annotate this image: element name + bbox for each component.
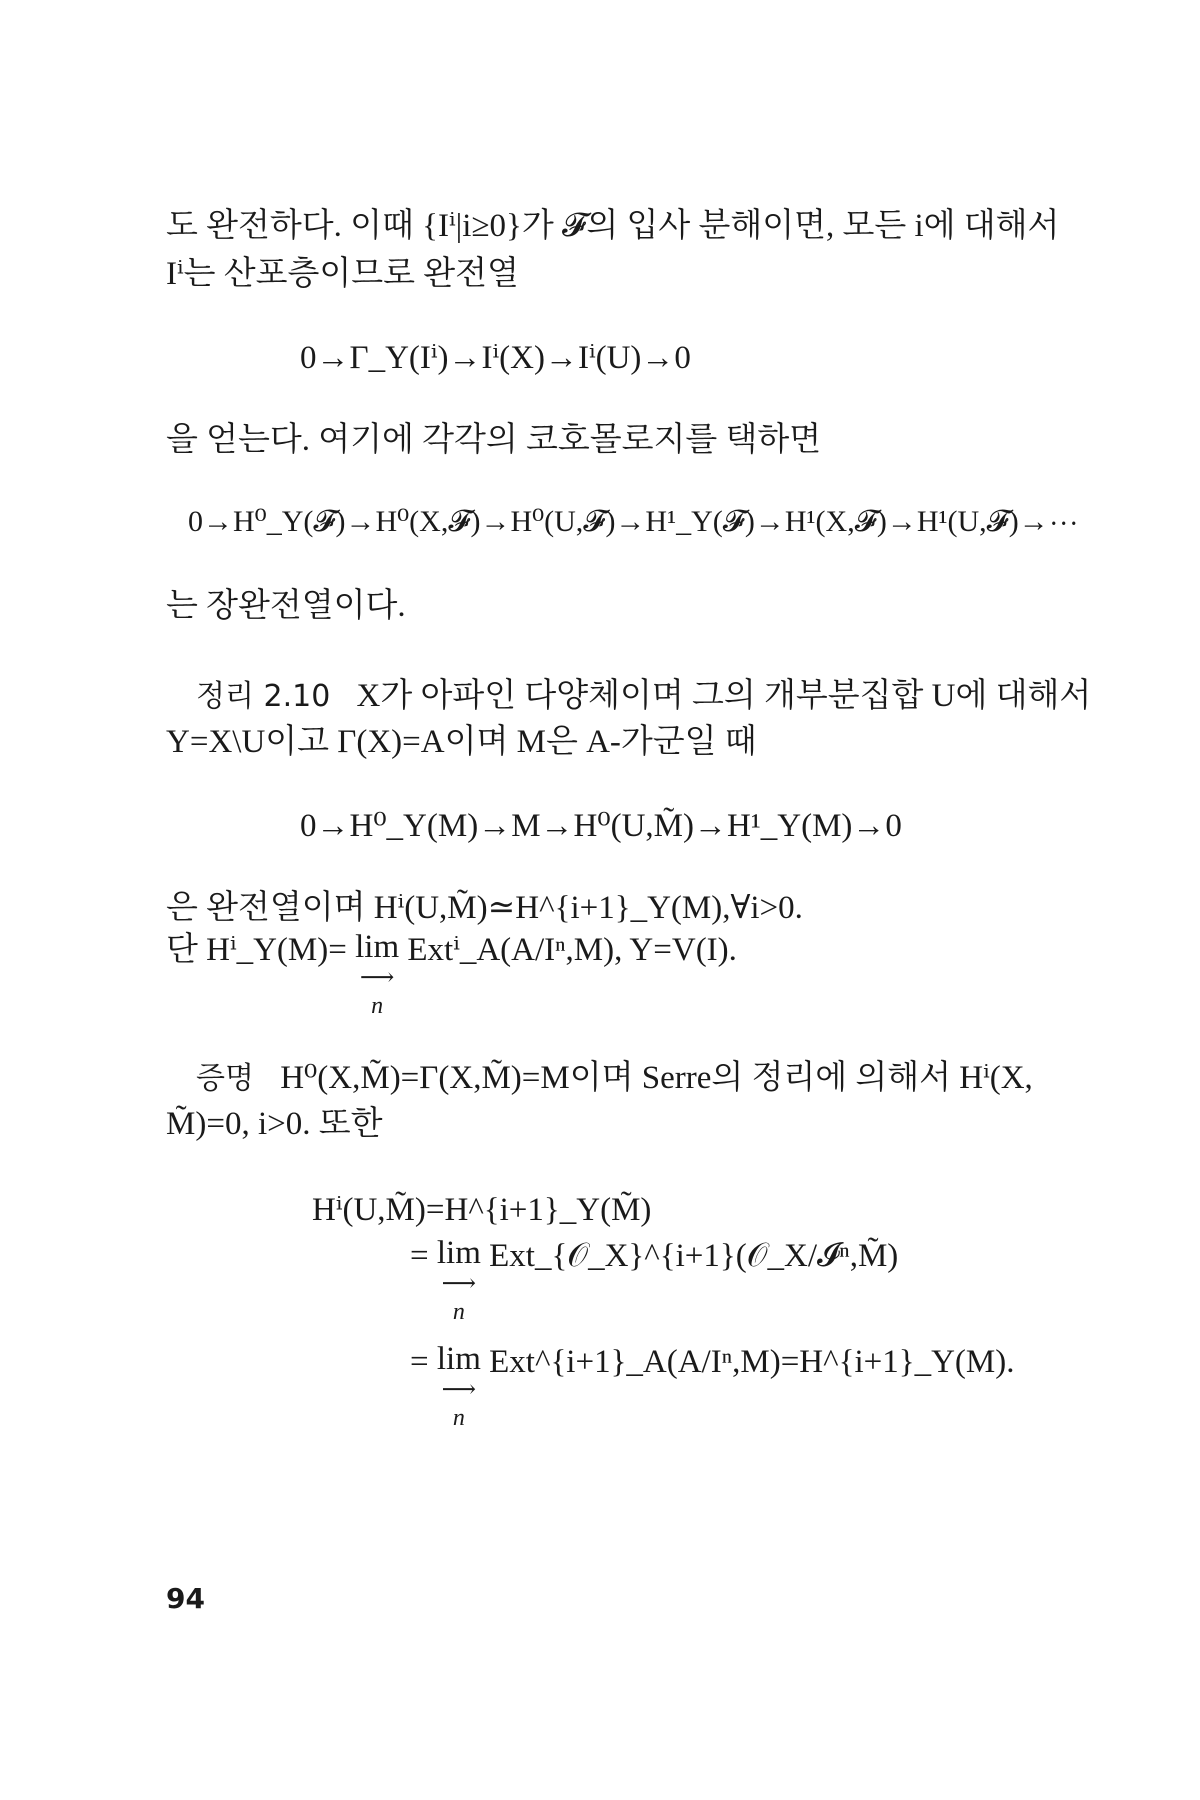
equation-line: Hⁱ(U,M̃)=H^{i+1}_Y(M̃) bbox=[312, 1192, 652, 1228]
lim-index: n bbox=[452, 1299, 465, 1325]
lim-arrow: ⟶ bbox=[441, 1377, 477, 1403]
paragraph-line bbox=[166, 930, 737, 1020]
lim-arrow: ⟶ bbox=[359, 965, 395, 991]
equation-long-exact-sequence: 0→H⁰_Y(𝓕)→H⁰(X,𝓕)→H⁰(U,𝓕)→H¹_Y(𝓕)→H¹(X,𝓕)→H¹(U,𝓕)→⋯ bbox=[188, 505, 1079, 538]
definition-suffix: Extⁱ_A(A/Iⁿ,M), Y=V(I). bbox=[407, 932, 737, 968]
equation-rhs: Ext^{i+1}_A(A/Iⁿ,M)=H^{i+1}_Y(M). bbox=[489, 1344, 1015, 1380]
equation-exact-sequence-1: 0→Γ_Y(Iⁱ)→Iⁱ(X)→Iⁱ(U)→0 bbox=[300, 340, 691, 376]
lim-index: n bbox=[371, 993, 384, 1019]
equation-rhs: Ext_{𝒪_X}^{i+1}(𝒪_X/𝓘ⁿ,M̃) bbox=[489, 1238, 899, 1274]
equals-sign: = bbox=[410, 1238, 429, 1274]
direct-limit bbox=[355, 930, 399, 1020]
lim-word: lim bbox=[436, 1341, 481, 1377]
page-number: 94 bbox=[166, 1582, 205, 1615]
paragraph-line: 은 완전열이며 Hⁱ(U,M̃)≃H^{i+1}_Y(M),∀i>0. bbox=[166, 890, 803, 926]
paragraph-line: M̃)=0, i>0. 또한 bbox=[166, 1106, 383, 1142]
equation-line bbox=[410, 1342, 1014, 1432]
lim-index: n bbox=[452, 1405, 465, 1431]
paragraph-line: 는 장완전열이다. bbox=[166, 588, 406, 624]
definition-prefix: 단 Hⁱ_Y(M)= bbox=[166, 932, 347, 968]
paragraph-line: Iⁱ는 산포층이므로 완전열 bbox=[166, 256, 519, 292]
theorem-label: 정리 2.10 bbox=[196, 679, 331, 714]
paragraph-line: Y=X\U이고 Γ(X)=A이며 M은 A-가군일 때 bbox=[166, 724, 757, 760]
theorem-heading bbox=[196, 676, 1091, 717]
lim-arrow: ⟶ bbox=[441, 1271, 477, 1297]
lim-word: lim bbox=[436, 1235, 481, 1271]
direct-limit bbox=[437, 1236, 481, 1326]
equals-sign: = bbox=[410, 1344, 429, 1380]
paragraph-line: 도 완전하다. 이때 {Iⁱ|i≥0}가 𝓕의 입사 분해이면, 모든 i에 대해서 bbox=[166, 208, 1060, 244]
equation-line bbox=[410, 1236, 898, 1326]
proof-text: H⁰(X,M̃)=Γ(X,M̃)=M이며 Serre의 정리에 의해서 Hⁱ(X, bbox=[280, 1060, 1033, 1096]
paragraph-line: 을 얻는다. 여기에 각각의 코호몰로지를 택하면 bbox=[166, 422, 822, 458]
direct-limit bbox=[437, 1342, 481, 1432]
equation-exact-sequence-2: 0→H⁰_Y(M)→M→H⁰(U,M̃)→H¹_Y(M)→0 bbox=[300, 808, 902, 844]
proof-label: 증명 bbox=[196, 1061, 254, 1096]
lim-word: lim bbox=[355, 929, 400, 965]
proof-heading bbox=[196, 1058, 1033, 1099]
theorem-text: X가 아파인 다양체이며 그의 개부분집합 U에 대해서 bbox=[356, 678, 1092, 714]
